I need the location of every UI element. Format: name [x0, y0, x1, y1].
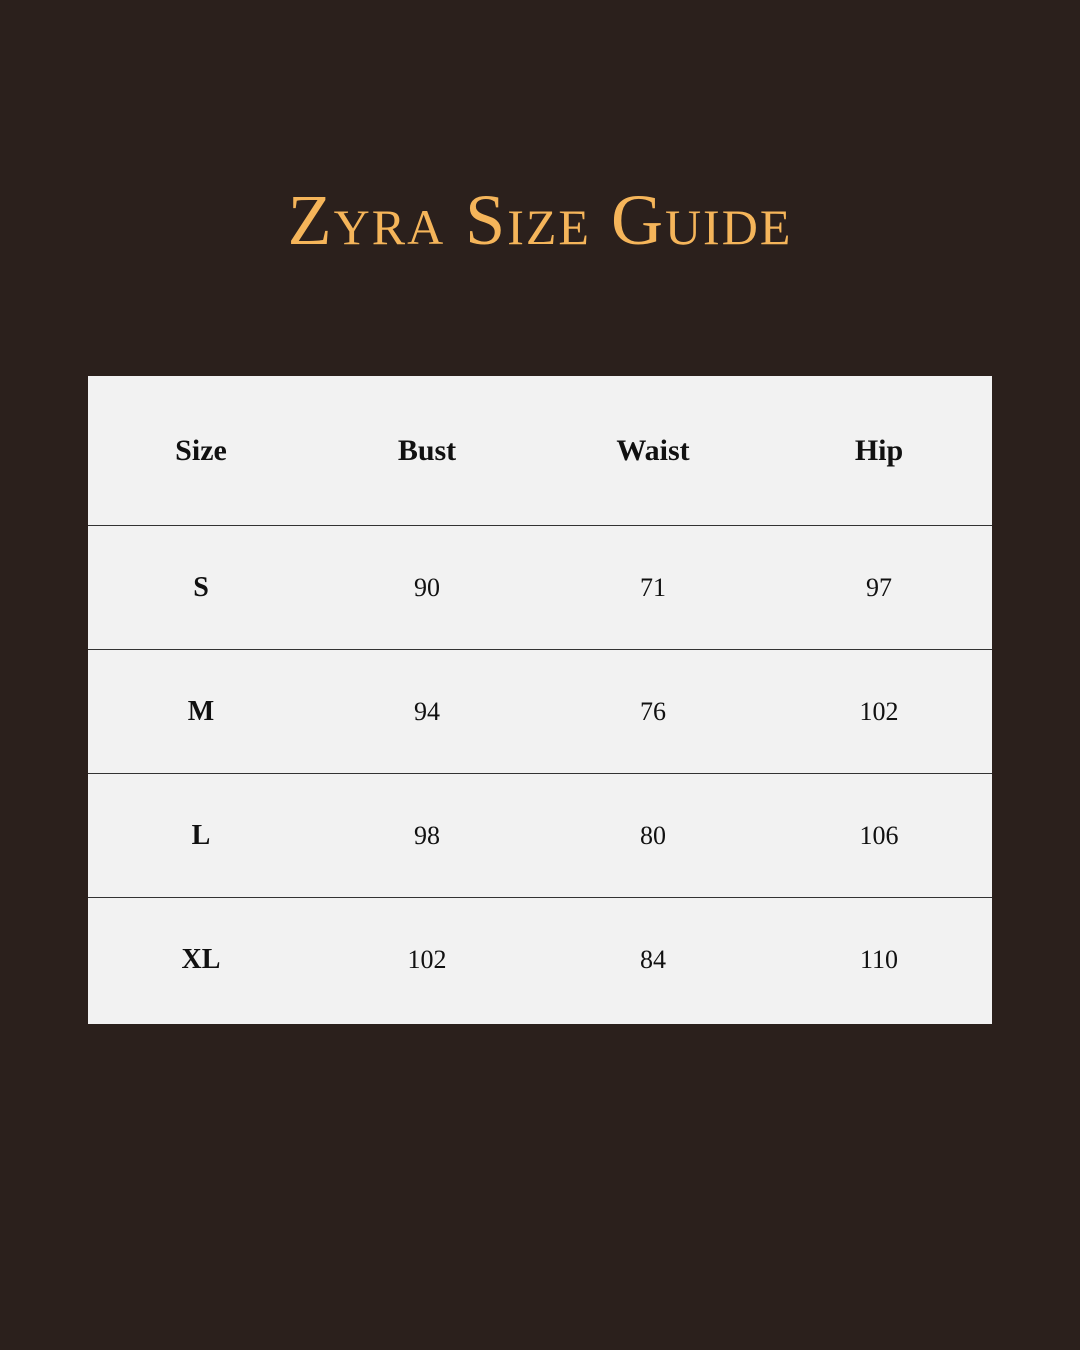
cell-size: S: [193, 571, 209, 603]
cell-waist: 76: [640, 696, 666, 726]
cell-bust: 98: [414, 820, 440, 850]
header-hip: Hip: [854, 433, 904, 467]
cell-waist: 71: [640, 572, 666, 602]
table-row: [88, 774, 992, 898]
cell-size: XL: [181, 944, 221, 975]
page-title: Zyra Size Guide: [287, 180, 793, 260]
table-row: [88, 526, 992, 650]
header-size: Size: [175, 433, 227, 467]
table-row: [88, 898, 992, 1022]
cell-hip: 106: [859, 820, 899, 850]
table-header-row: [88, 376, 992, 526]
cell-bust: 90: [414, 572, 440, 602]
cell-bust: 102: [407, 945, 447, 974]
size-table: [88, 376, 992, 1024]
cell-waist: 84: [640, 945, 666, 974]
cell-hip: 110: [859, 945, 899, 974]
cell-hip: 102: [859, 696, 899, 726]
cell-bust: 94: [414, 696, 440, 726]
cell-waist: 80: [640, 820, 666, 850]
header-bust: Bust: [397, 433, 457, 467]
cell-hip: 97: [866, 572, 892, 602]
cell-size: M: [187, 695, 215, 727]
header-waist: Waist: [616, 433, 690, 467]
table-row: [88, 650, 992, 774]
cell-size: L: [191, 819, 211, 851]
